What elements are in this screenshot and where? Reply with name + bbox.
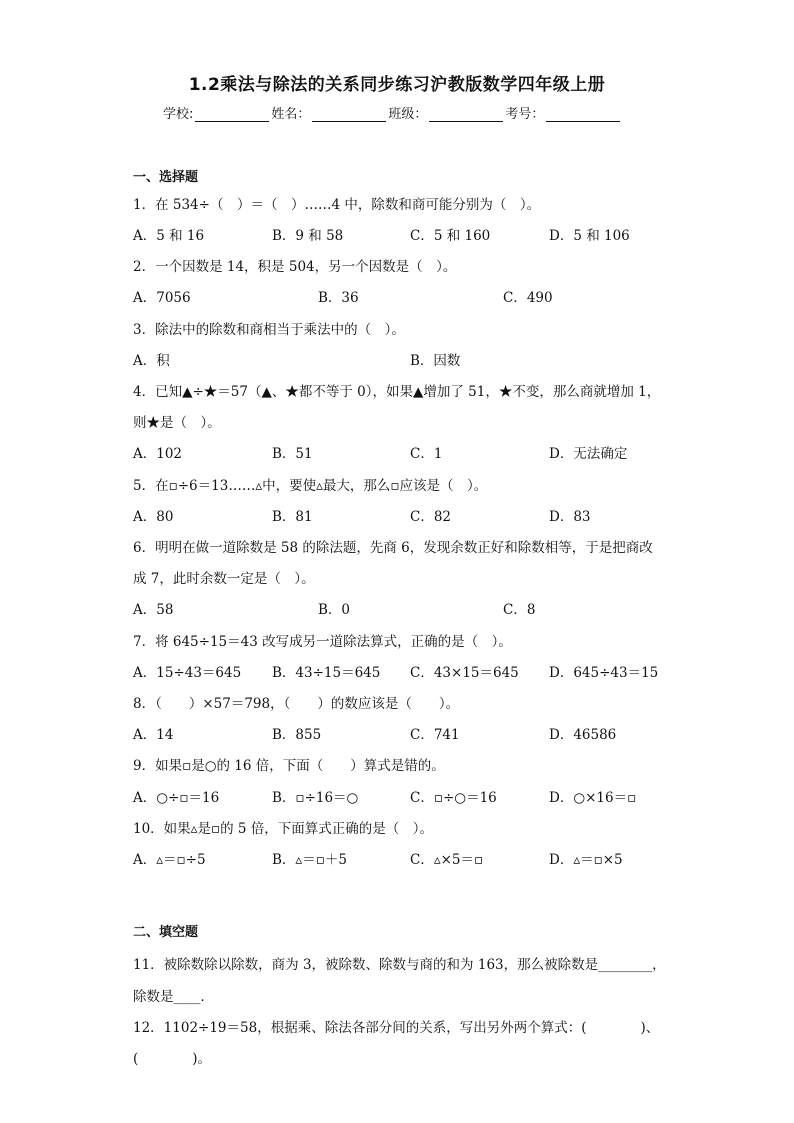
school-blank[interactable]	[195, 107, 269, 122]
question-10-option-d[interactable]: D．▵＝▫×5	[549, 852, 623, 868]
question-5-option-c[interactable]: C．82	[410, 509, 452, 525]
question-3-stem: 3．除法中的除数和商相当于乘法中的（ ）。	[133, 322, 405, 338]
question-9-option-d[interactable]: D．○×16＝▫	[549, 790, 637, 806]
question-7-stem: 7．将 645÷15＝43 改写成另一道除法算式，正确的是（ ）。	[133, 634, 512, 650]
name-field	[271, 103, 388, 122]
question-1-option-c[interactable]: C．5 和 160	[410, 228, 491, 244]
question-1-option-a[interactable]: A．5 和 16	[133, 228, 205, 244]
question-11-stem-line-1: 11．被除数除以除数，商为 3，被除数、除数与商的和为 163，那么被除数是________，	[133, 957, 666, 973]
section-choice-title: 一、选择题	[133, 170, 199, 185]
question-9-option-a[interactable]: A．○÷▫＝16	[133, 790, 220, 806]
question-6-option-b[interactable]: B．0	[318, 602, 351, 618]
question-7-option-b[interactable]: B．43÷15＝645	[272, 665, 381, 681]
question-5-option-b[interactable]: B．81	[272, 509, 313, 525]
question-1-option-b[interactable]: B．9 和 58	[272, 228, 344, 244]
question-3-option-a[interactable]: A．积	[133, 353, 170, 369]
question-5-option-a[interactable]: A．80	[133, 509, 174, 525]
question-3-option-b[interactable]: B．因数	[410, 353, 461, 369]
question-12-stem-line-1: 12．1102÷19＝58，根据乘、除法各部分间的关系，写出另外两个算式：( )、	[133, 1020, 660, 1036]
school-field	[163, 103, 271, 122]
name-blank[interactable]	[312, 107, 386, 122]
question-11-stem-line-2: 除数是____．	[133, 989, 214, 1005]
exam-number-blank[interactable]	[546, 107, 620, 122]
question-8-option-c[interactable]: C．741	[410, 727, 460, 743]
question-1-option-d[interactable]: D．5 和 106	[549, 228, 630, 244]
question-4-option-a[interactable]: A．102	[133, 446, 183, 462]
question-2-option-a[interactable]: A．7056	[133, 290, 191, 306]
question-5-option-d[interactable]: D．83	[549, 509, 591, 525]
class-field	[388, 103, 505, 122]
question-4-stem-line-1: 4．已知▲÷★＝57（▲、★都不等于 0），如果▲增加了 51，★不变，那么商就增加 1，	[133, 384, 661, 400]
question-7-option-d[interactable]: D．645÷43＝15	[549, 665, 659, 681]
question-6-stem-line-1: 6．明明在做一道除数是 58 的除法题，先商 6，发现余数正好和除数相等，于是把商改	[133, 540, 653, 556]
question-2-option-b[interactable]: B．36	[318, 290, 359, 306]
student-info-row	[163, 103, 622, 122]
question-10-option-a[interactable]: A．▵＝▫÷5	[133, 852, 206, 868]
exam-number-label: 考号：	[505, 107, 545, 122]
section-fill-title: 二、填空题	[133, 925, 199, 940]
question-8-option-d[interactable]: D．46586	[549, 727, 617, 743]
question-6-stem-line-2: 成 7，此时余数一定是（ ）。	[133, 571, 315, 587]
question-6-option-c[interactable]: C．8	[503, 602, 536, 618]
question-9-option-b[interactable]: B．▫÷16＝○	[272, 790, 359, 806]
question-7-option-c[interactable]: C．43×15＝645	[410, 665, 519, 681]
exam-number-field	[505, 103, 622, 122]
question-4-option-d[interactable]: D．无法确定	[549, 446, 628, 462]
question-9-option-c[interactable]: C．▫÷○＝16	[410, 790, 497, 806]
question-8-option-b[interactable]: B．855	[272, 727, 322, 743]
page-title: 1.2乘法与除法的关系同步练习沪教版数学四年级上册	[188, 75, 606, 95]
school-label: 学校:	[163, 107, 194, 122]
question-6-option-a[interactable]: A．58	[133, 602, 174, 618]
question-2-stem: 2．一个因数是 14，积是 504，另一个因数是（ ）。	[133, 259, 457, 275]
question-8-option-a[interactable]: A．14	[133, 727, 174, 743]
class-blank[interactable]	[429, 107, 503, 122]
class-label: 班级：	[388, 107, 428, 122]
question-4-option-b[interactable]: B．51	[272, 446, 313, 462]
question-7-option-a[interactable]: A．15÷43＝645	[133, 665, 242, 681]
question-12-stem-line-2: ( )。	[133, 1051, 212, 1067]
question-10-option-b[interactable]: B．▵＝▫＋5	[272, 852, 347, 868]
question-10-stem: 10．如果▵是▫的 5 倍，下面算式正确的是（ ）。	[133, 821, 434, 837]
question-4-option-c[interactable]: C．1	[410, 446, 443, 462]
question-2-option-c[interactable]: C．490	[503, 290, 553, 306]
question-5-stem: 5．在▫÷6＝13……▵中，要使▵最大，那么▫应该是（ ）。	[133, 478, 488, 494]
question-9-stem: 9．如果▫是○的 16 倍，下面（ ）算式是错的。	[133, 758, 445, 774]
question-4-stem-line-2: 则★是（ ）。	[133, 415, 221, 431]
question-10-option-c[interactable]: C．▵×5＝▫	[410, 852, 484, 868]
question-1-stem: 1．在 534÷（ ）＝（ ）……4 中，除数和商可能分别为（ ）。	[133, 197, 541, 213]
name-label: 姓名：	[271, 107, 311, 122]
question-8-stem: 8．（ ）×57＝798，（ ）的数应该是（ ）。	[133, 696, 460, 712]
